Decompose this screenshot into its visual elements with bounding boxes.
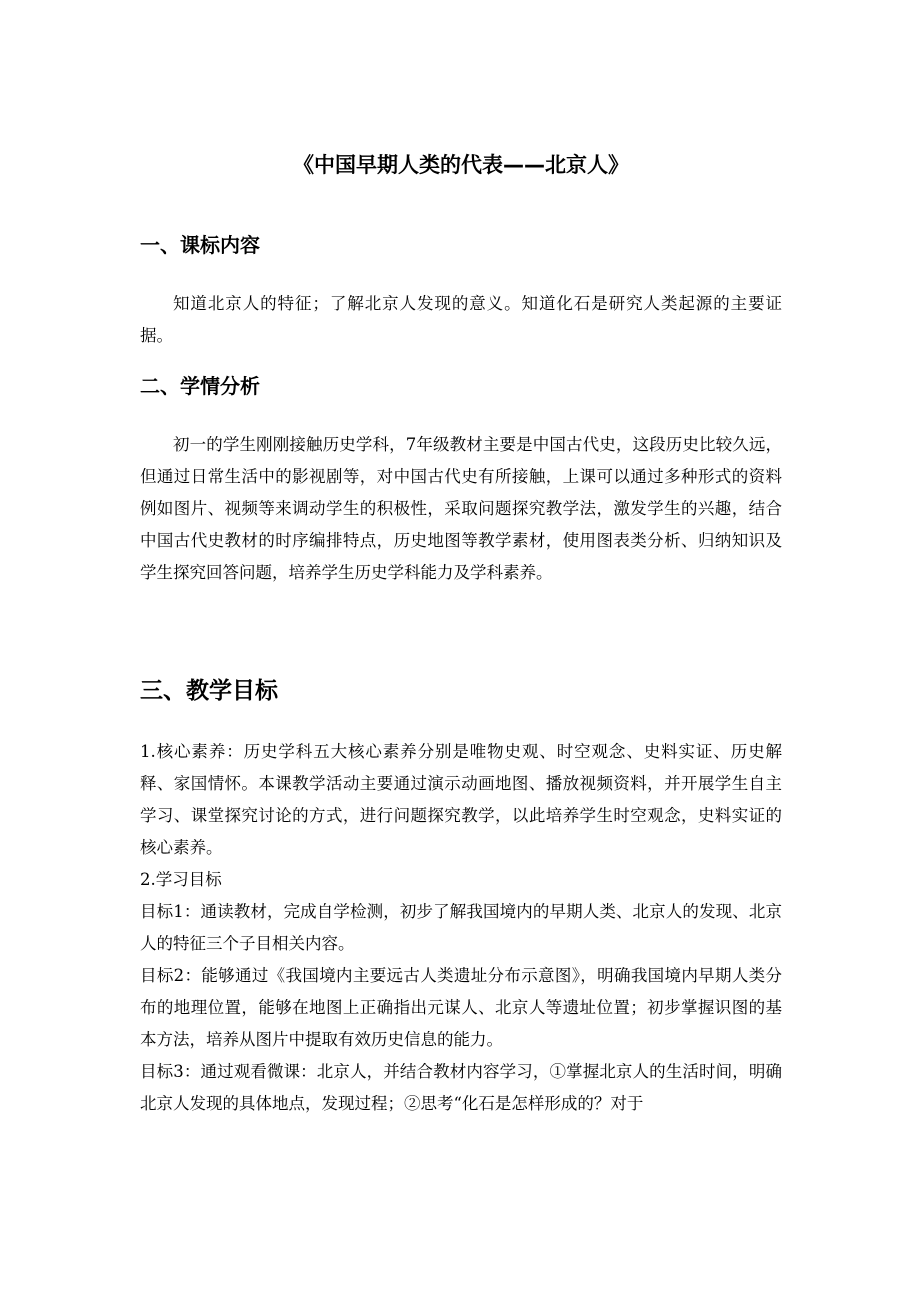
document-title: 《中国早期人类的代表——北京人》: [293, 153, 629, 177]
section-heading-curriculum: 一、课标内容: [140, 233, 260, 257]
curriculum-paragraph: 知道北京人的特征；了解北京人发现的意义。知道化石是研究人类起源的主要证据。: [140, 294, 782, 345]
section-heading-student-analysis: 二、学情分析: [140, 374, 260, 398]
learning-goals-label: 2.学习目标: [140, 870, 222, 889]
goal-3-paragraph: 目标3：通过观看微课：北京人，并结合教材内容学习，①掌握北京人的生活时间，明确北京人发现的具体地点，发现过程；②思考“化石是怎样形成的？对于: [140, 1062, 782, 1113]
goal-1-paragraph: 目标1：通读教材，完成自学检测，初步了解我国境内的早期人类、北京人的发现、北京人的特征三个子目相关内容。: [140, 902, 782, 953]
student-analysis-paragraph: 初一的学生刚刚接触历史学科，7年级教材主要是中国古代史，这段历史比较久远，但通过日常生活中的影视剧等，对中国古代史有所接触，上课可以通过多种形式的资料例如图片、视频等来调动学生的积极性，采取问题探究教学法，激发学生的兴趣，结合中国古代史教材的时序编排特点，历史地图等教学素材，使用图表类分析、归纳知识及学生探究回答问题，培养学生历史学科能力及学科素养。: [140, 435, 782, 582]
goal-2-paragraph: 目标2：能够通过《我国境内主要远古人类遗址分布示意图》，明确我国境内早期人类分布的地理位置，能够在地图上正确指出元谋人、北京人等遗址位置；初步掌握识图的基本方法，培养从图片中提取有效历史信息的能力。: [140, 966, 782, 1049]
section-heading-teaching-goals: 三、教学目标: [140, 678, 278, 704]
core-literacy-paragraph: 1.核心素养：历史学科五大核心素养分别是唯物史观、时空观念、史料实证、历史解释、家国情怀。本课教学活动主要通过演示动画地图、播放视频资料，并开展学生自主学习、课堂探究讨论的方式，进行问题探究教学，以此培养学生时空观念，史料实证的核心素养。: [140, 742, 782, 857]
